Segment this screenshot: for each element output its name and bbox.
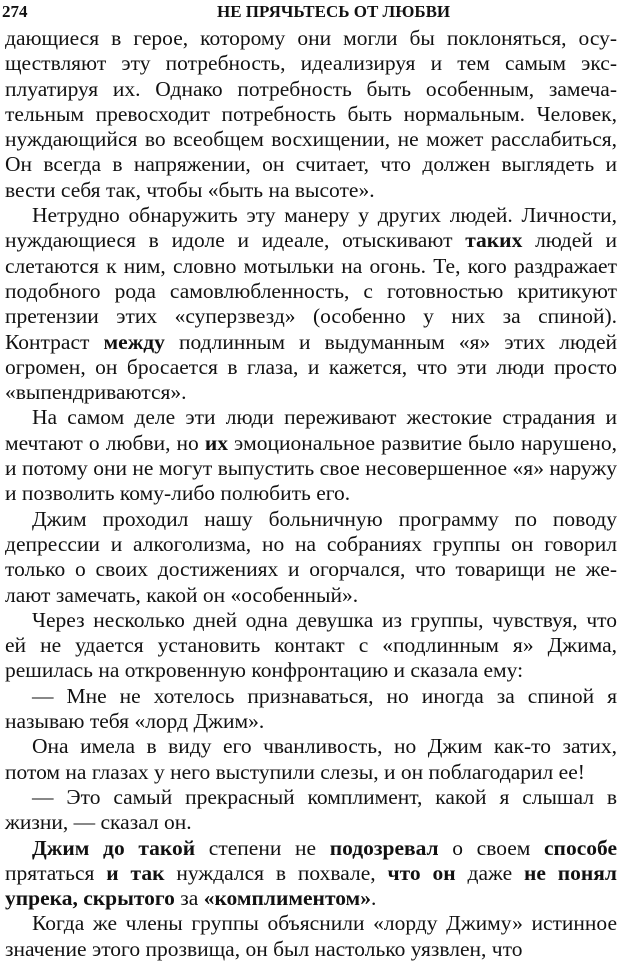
text-segment: . <box>370 886 377 911</box>
text-line: «выпендриваются». <box>5 380 187 405</box>
text-line: Когда же члены группы объяснили «лорду Джиму» истинное <box>32 911 617 936</box>
text-segment: даже <box>455 860 524 885</box>
text-line: На самом деле эти люди переживают жестокие страдания и <box>32 405 617 430</box>
paragraph <box>5 203 617 405</box>
text-line: только о своих достижениях и огорчался, что товарищи не же- <box>5 557 617 582</box>
text-line: Он всегда в напряжении, он считает, что должен выглядеть и <box>5 152 617 177</box>
text-line: и позволить кому-либо полюбить его. <box>5 481 351 506</box>
text-line: подобного рода самовлюбленность, с готовностью критикуют <box>5 278 617 303</box>
paragraph <box>5 785 617 836</box>
bold-text: способе <box>544 835 617 860</box>
paragraph <box>5 26 617 203</box>
paragraph <box>5 684 617 735</box>
text-segment: подлинным и выдуманным «я» этих людей <box>164 329 617 354</box>
text-line: ей не удается установить контакт с «подлинным я» Джима, <box>5 633 617 658</box>
text-segment: Контраст <box>5 329 104 354</box>
text-line: тельным превосходит потребность быть нормальным. Человек, <box>5 101 617 126</box>
text-segment: мечтают о любви, но <box>5 430 205 455</box>
text-line: называю тебя «лорд Джим». <box>5 709 265 734</box>
text-line <box>5 886 617 911</box>
paragraph <box>5 507 617 608</box>
text-segment: прятаться <box>5 860 107 885</box>
bold-text: и так <box>106 860 165 885</box>
text-line: нуждающийся во всеобщем восхищении, не может расслабиться, <box>5 127 617 152</box>
text-segment: нуждающиеся в идоле и идеале, отыскивают <box>5 228 466 253</box>
text-segment: о своем <box>438 835 545 860</box>
text-line <box>5 861 617 886</box>
paragraph <box>5 608 617 684</box>
text-line <box>5 228 617 253</box>
text-line: вести себя так, чтобы «быть на высоте». <box>5 177 375 202</box>
text-line <box>5 836 617 861</box>
paragraph <box>5 405 617 506</box>
text-segment: за <box>174 886 204 911</box>
bold-text: подозревал <box>329 835 439 860</box>
page-number: 274 <box>2 2 28 21</box>
text-line: лают замечать, какой он «особенный». <box>5 582 359 607</box>
bold-text: между <box>103 329 165 354</box>
text-line: — Мне не хотелось признаваться, но иногда за спиной я <box>32 683 617 708</box>
bold-text: их <box>204 430 228 455</box>
text-line: — Это самый прекрасный комплимент, какой я слышал в <box>32 784 617 809</box>
text-line: значение этого прозвища, он был настолько уязвлен, что <box>5 936 523 961</box>
text-line: претензии этих «суперзвезд» (особенно у них за спиной). <box>5 304 617 329</box>
body-text <box>5 26 617 962</box>
text-line <box>5 330 617 355</box>
running-title: НЕ ПРЯЧЬТЕСЬ ОТ ЛЮБВИ <box>217 2 451 21</box>
text-line: потом на глазах у него выступили слезы, и он поблагодарил ее! <box>5 759 585 784</box>
bold-text: «комплиментом» <box>203 886 371 911</box>
text-line: ществляют эту потребность, идеализируя и тем самым экс- <box>5 51 617 76</box>
bold-text: что он <box>387 860 456 885</box>
text-line: и потому они не могут выпустить свое несовершенное «я» наружу <box>5 456 617 481</box>
paragraph <box>5 734 617 785</box>
text-line: Нетрудно обнаружить эту манеру у других людей. Личности, <box>32 203 617 228</box>
page-header <box>2 0 616 24</box>
text-line: плуатируя их. Однако потребность быть особенным, замеча- <box>5 76 617 101</box>
text-line: Она имела в виду его чванливость, но Джим как-то затих, <box>32 734 617 759</box>
bold-text: не понял <box>523 860 617 885</box>
text-segment: степени не <box>195 835 330 860</box>
text-segment: эмоциональное развитие было нарушено, <box>227 430 617 455</box>
text-line: решилась на откровенную конфронтацию и сказала ему: <box>5 658 524 683</box>
text-line: слетаются к ним, словно мотыльки на огонь. Те, кого раздражает <box>5 253 617 278</box>
bold-text: Джим до такой <box>32 835 196 860</box>
paragraph <box>5 911 617 962</box>
bold-text: таких <box>465 228 523 253</box>
paragraph <box>5 836 617 912</box>
text-line: Через несколько дней одна девушка из группы, чувствуя, что <box>32 607 617 632</box>
bold-text: упрека, скрытого <box>5 886 175 911</box>
text-line: дающиеся в герое, которому они могли бы поклоняться, осу- <box>5 26 617 50</box>
text-line: Джим проходил нашу больничную программу по поводу <box>32 506 617 531</box>
text-line: жизни, — сказал он. <box>5 810 192 835</box>
text-line: огромен, он бросается в глаза, и кажется, что эти люди просто <box>5 354 617 379</box>
text-segment: нуждался в похвале, <box>164 860 388 885</box>
text-line: депрессии и алкоголизма, но на собраниях группы он говорил <box>5 531 617 556</box>
text-segment: людей и <box>522 228 617 253</box>
text-line <box>5 431 617 456</box>
